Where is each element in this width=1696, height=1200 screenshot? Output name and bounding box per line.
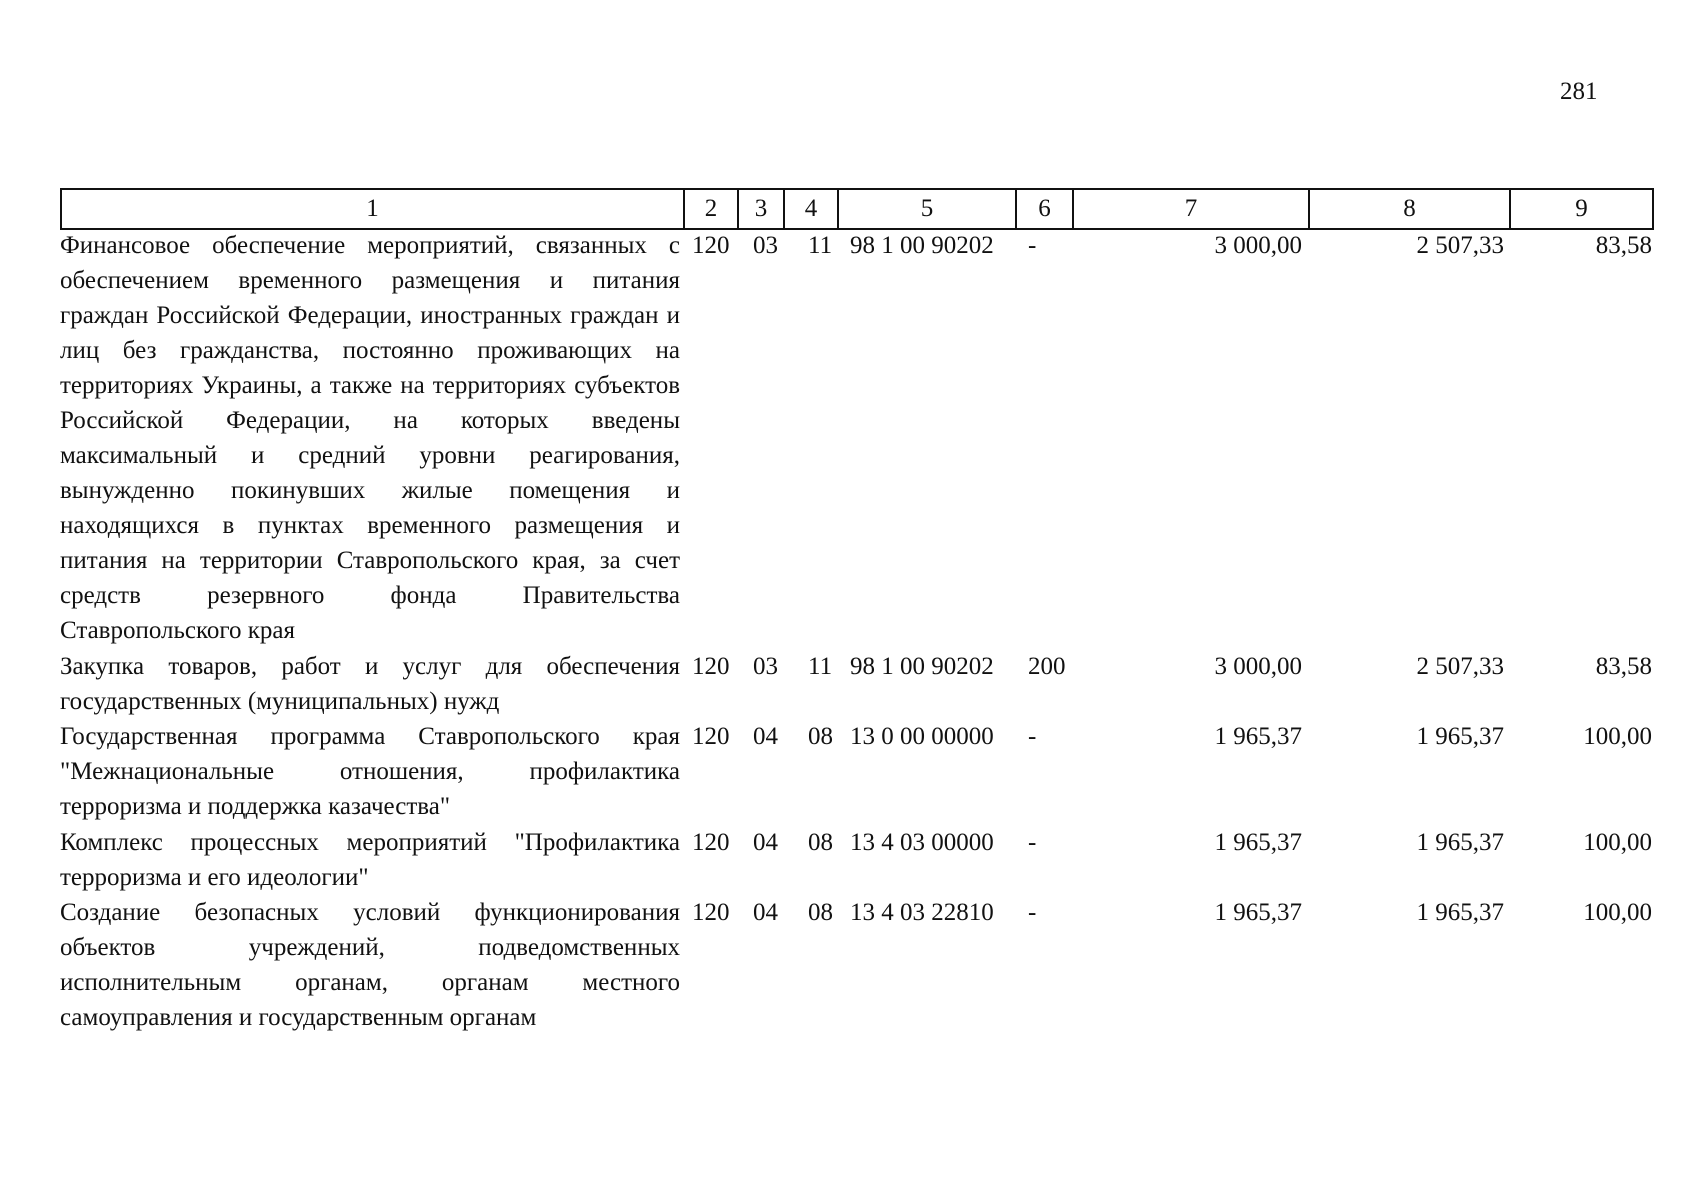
row-col-3: 04 xyxy=(753,899,778,926)
column-header-3: 3 xyxy=(737,188,785,230)
page-number: 281 xyxy=(1560,78,1598,105)
row-col-2: 120 xyxy=(692,829,730,856)
row-col-9: 100,00 xyxy=(1583,899,1652,926)
row-col-2: 120 xyxy=(692,232,730,259)
row-col-5: 98 1 00 90202 xyxy=(850,653,994,680)
row-col-8: 1 965,37 xyxy=(1416,899,1504,926)
column-header-1: 1 xyxy=(60,188,685,230)
row-col-4: 08 xyxy=(808,829,833,856)
row-col-6: - xyxy=(1028,899,1037,926)
row-col-5: 13 4 03 22810 xyxy=(850,899,994,926)
row-col-3: 04 xyxy=(753,829,778,856)
row-col-2: 120 xyxy=(692,653,730,680)
row-col-6: 200 xyxy=(1028,653,1066,680)
row-col-8: 1 965,37 xyxy=(1416,723,1504,750)
row-col-3: 04 xyxy=(753,723,778,750)
column-header-8: 8 xyxy=(1308,188,1511,230)
row-col-6: - xyxy=(1028,829,1037,856)
row-col-3: 03 xyxy=(753,653,778,680)
column-header-5: 5 xyxy=(837,188,1017,230)
row-col-4: 11 xyxy=(808,232,833,259)
column-header-2: 2 xyxy=(683,188,739,230)
row-col-6: - xyxy=(1028,232,1037,259)
row-col-3: 03 xyxy=(753,232,778,259)
row-col-5: 13 4 03 00000 xyxy=(850,829,994,856)
row-col-4: 11 xyxy=(808,653,833,680)
column-header-7: 7 xyxy=(1072,188,1310,230)
column-header-9: 9 xyxy=(1509,188,1654,230)
row-description: Финансовое обеспечение мероприятий, связанных с обеспечением временного размещения и питания граждан Российской Федерации, иностранных граждан и лиц без гражданства, постоянно проживающих на территориях Украины, а также на территориях субъектов Российской Федерации, на которых введены максимальный и средний уровни реагирования, вынужденно покинувших жилые помещения и находящихся в пунктах временного размещения и питания на территории Ставропольского края, за счет средств резервного фонда Правительства Ставропольского края xyxy=(60,232,680,644)
row-description: Закупка товаров, работ и услуг для обеспечения государственных (муниципальных) нужд xyxy=(60,653,680,715)
row-col-4: 08 xyxy=(808,899,833,926)
row-col-7: 3 000,00 xyxy=(1214,653,1302,680)
row-description: Комплекс процессных мероприятий "Профилактика терроризма и его идеологии" xyxy=(60,829,680,891)
row-description: Государственная программа Ставропольского края "Межнациональные отношения, профилактика терроризма и поддержка казачества" xyxy=(60,723,680,820)
table-header xyxy=(60,188,1654,230)
row-col-6: - xyxy=(1028,723,1037,750)
row-col-7: 3 000,00 xyxy=(1214,232,1302,259)
row-col-9: 83,58 xyxy=(1595,232,1652,259)
row-col-8: 1 965,37 xyxy=(1416,829,1504,856)
row-col-7: 1 965,37 xyxy=(1214,829,1302,856)
column-header-4: 4 xyxy=(783,188,839,230)
row-col-5: 13 0 00 00000 xyxy=(850,723,994,750)
row-col-8: 2 507,33 xyxy=(1416,232,1504,259)
row-col-7: 1 965,37 xyxy=(1214,899,1302,926)
row-description: Создание безопасных условий функционирования объектов учреждений, подведомственных исполнительным органам, органам местного самоуправления и государственным органам xyxy=(60,899,680,1031)
row-col-5: 98 1 00 90202 xyxy=(850,232,994,259)
row-col-8: 2 507,33 xyxy=(1416,653,1504,680)
row-col-9: 100,00 xyxy=(1583,723,1652,750)
row-col-9: 83,58 xyxy=(1595,653,1652,680)
row-col-4: 08 xyxy=(808,723,833,750)
row-col-7: 1 965,37 xyxy=(1214,723,1302,750)
row-col-9: 100,00 xyxy=(1583,829,1652,856)
row-col-2: 120 xyxy=(692,723,730,750)
row-col-2: 120 xyxy=(692,899,730,926)
column-header-6: 6 xyxy=(1015,188,1074,230)
